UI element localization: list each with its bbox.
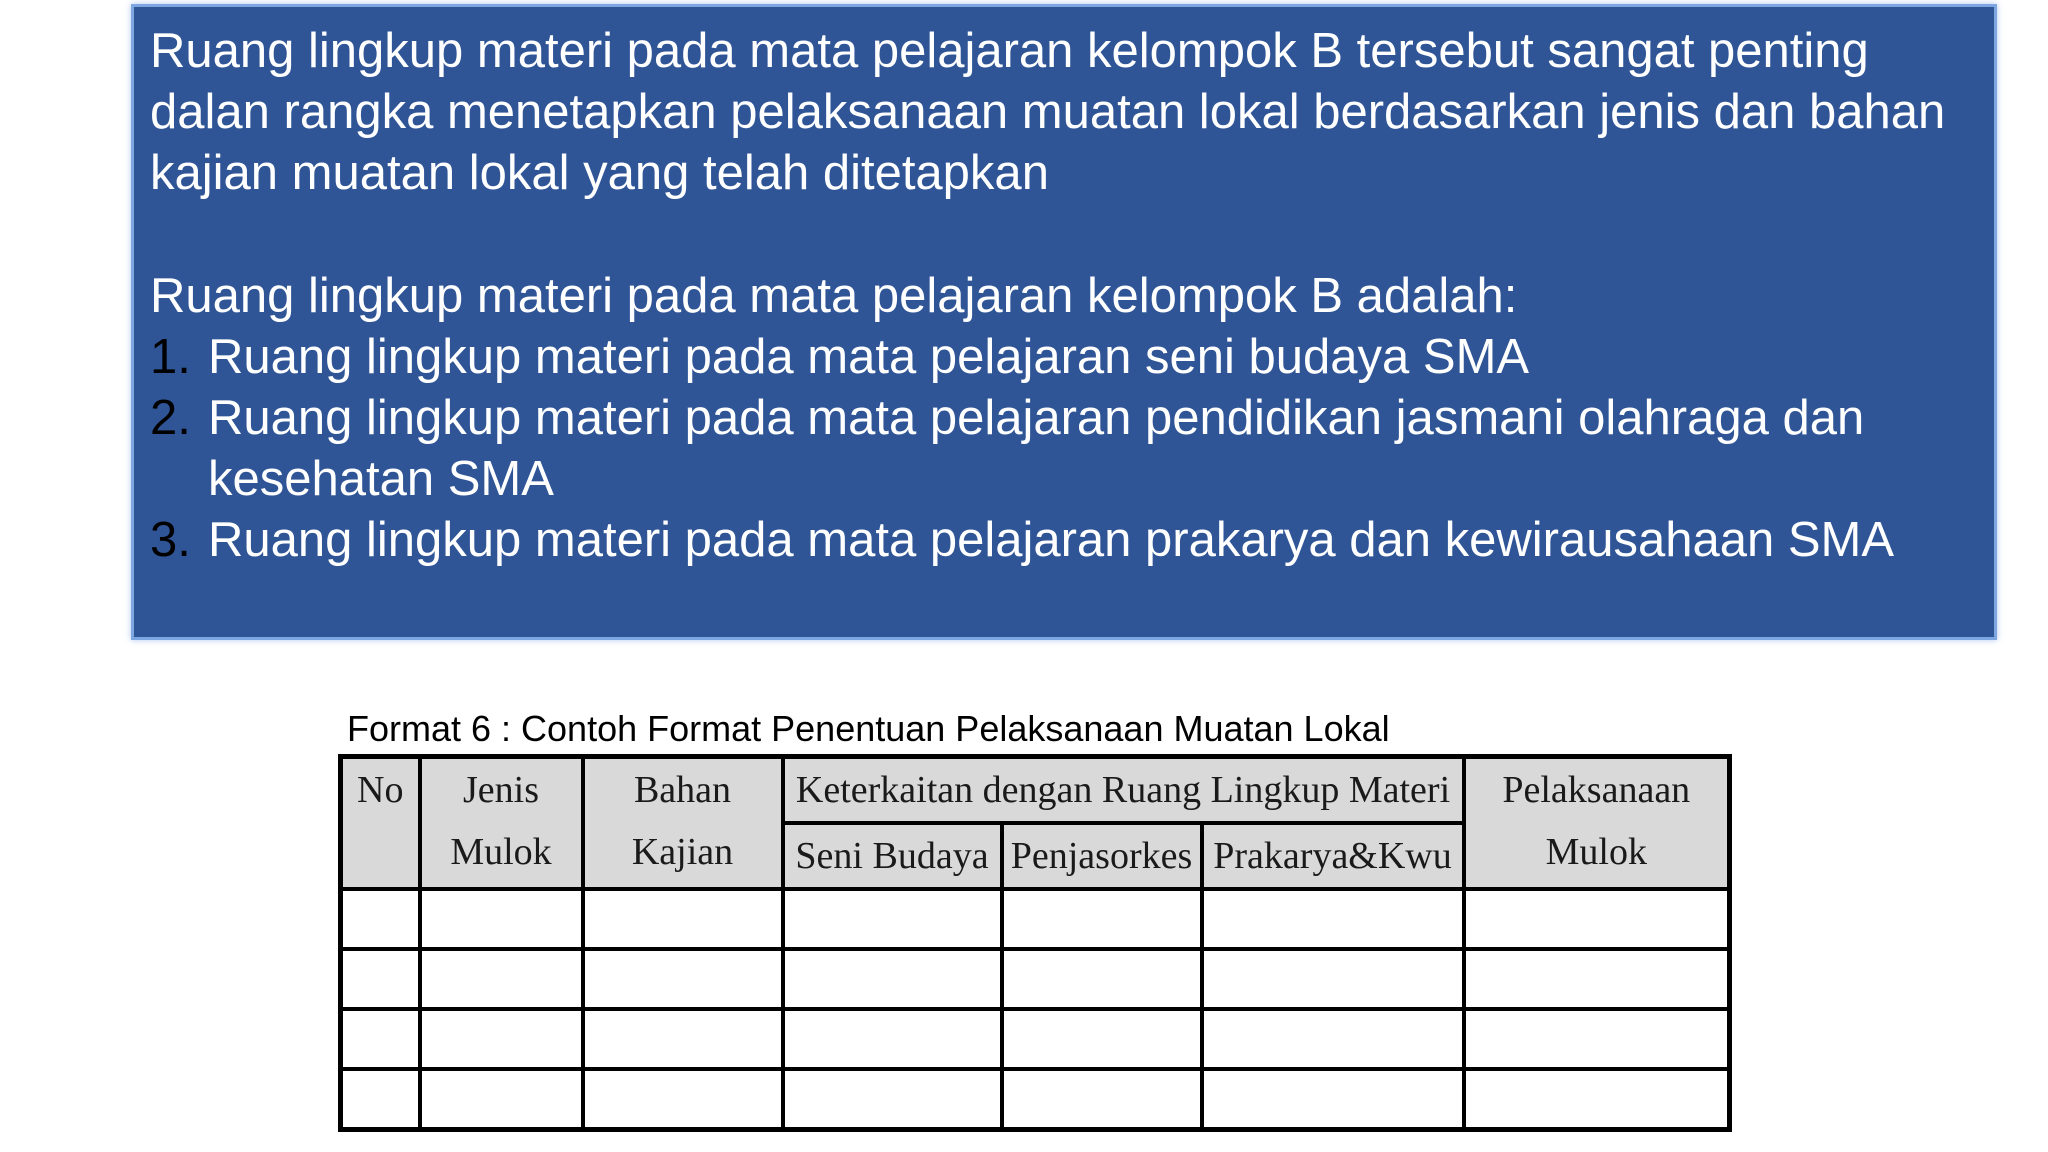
table-cell [783, 1069, 1002, 1130]
format-table [338, 754, 1732, 1132]
list-item-text: Ruang lingkup materi pada mata pelajaran seni budaya SMA [208, 330, 1530, 384]
table-cell [783, 1009, 1002, 1069]
list-item [150, 388, 1974, 510]
table-cell [583, 949, 783, 1009]
scope-list [150, 327, 1974, 571]
table-cell [341, 889, 420, 949]
content-box [131, 4, 1997, 640]
paragraph-gap [150, 204, 1974, 266]
table-cell [783, 949, 1002, 1009]
header-no: No [341, 757, 420, 890]
table-cell [583, 889, 783, 949]
table-cell [1002, 1009, 1202, 1069]
table-header-row [341, 757, 1730, 824]
table-cell [583, 1069, 783, 1130]
table-cell [341, 1009, 420, 1069]
table-row [341, 949, 1730, 1009]
table-cell [1002, 949, 1202, 1009]
table-cell [583, 1009, 783, 1069]
table-cell [1202, 949, 1464, 1009]
table-cell [1464, 1009, 1730, 1069]
table-row [341, 889, 1730, 949]
table-cell [1002, 889, 1202, 949]
header-penjasorkes: Penjasorkes [1002, 823, 1202, 889]
table-cell [1464, 889, 1730, 949]
table-cell [1002, 1069, 1202, 1130]
list-item-number: 2. [150, 391, 191, 445]
table-row [341, 1069, 1730, 1130]
table-cell [341, 949, 420, 1009]
table-cell [420, 889, 583, 949]
table-body [341, 889, 1730, 1130]
header-seni-budaya: Seni Budaya [783, 823, 1002, 889]
intro-paragraph: Ruang lingkup materi pada mata pelajaran kelompok B tersebut sangat penting dalan rangka menetapkan pelaksanaan muatan lokal berdasarkan jenis dan bahan kajian muatan lokal yang telah ditetapkan [150, 24, 1946, 200]
table-cell [341, 1069, 420, 1130]
table-row [341, 1009, 1730, 1069]
table-cell [1464, 1069, 1730, 1130]
table-cell [1464, 949, 1730, 1009]
header-bahan-kajian: Bahan Kajian [583, 757, 783, 890]
table-cell [420, 1069, 583, 1130]
list-item [150, 327, 1974, 388]
table-cell [1202, 1069, 1464, 1130]
table-cell [1202, 889, 1464, 949]
format-caption: Format 6 : Contoh Format Penentuan Pelaksanaan Muatan Lokal [347, 708, 1390, 749]
table-cell [420, 949, 583, 1009]
list-heading: Ruang lingkup materi pada mata pelajaran kelompok B adalah: [150, 269, 1518, 323]
list-item-text: Ruang lingkup materi pada mata pelajaran prakarya dan kewirausahaan SMA [208, 513, 1895, 567]
table-cell [420, 1009, 583, 1069]
header-keterkaitan: Keterkaitan dengan Ruang Lingkup Materi [783, 757, 1464, 824]
header-jenis-mulok: Jenis Mulok [420, 757, 583, 890]
list-item-number: 3. [150, 513, 191, 567]
list-item-text: Ruang lingkup materi pada mata pelajaran pendidikan jasmani olahraga dan kesehatan SMA [208, 391, 1865, 506]
table-cell [783, 889, 1002, 949]
table-cell [1202, 1009, 1464, 1069]
header-pelaksanaan-mulok: Pelaksanaan Mulok [1464, 757, 1730, 890]
header-prakarya-kwu: Prakarya&Kwu [1202, 823, 1464, 889]
list-item-number: 1. [150, 330, 191, 384]
list-item [150, 510, 1974, 571]
